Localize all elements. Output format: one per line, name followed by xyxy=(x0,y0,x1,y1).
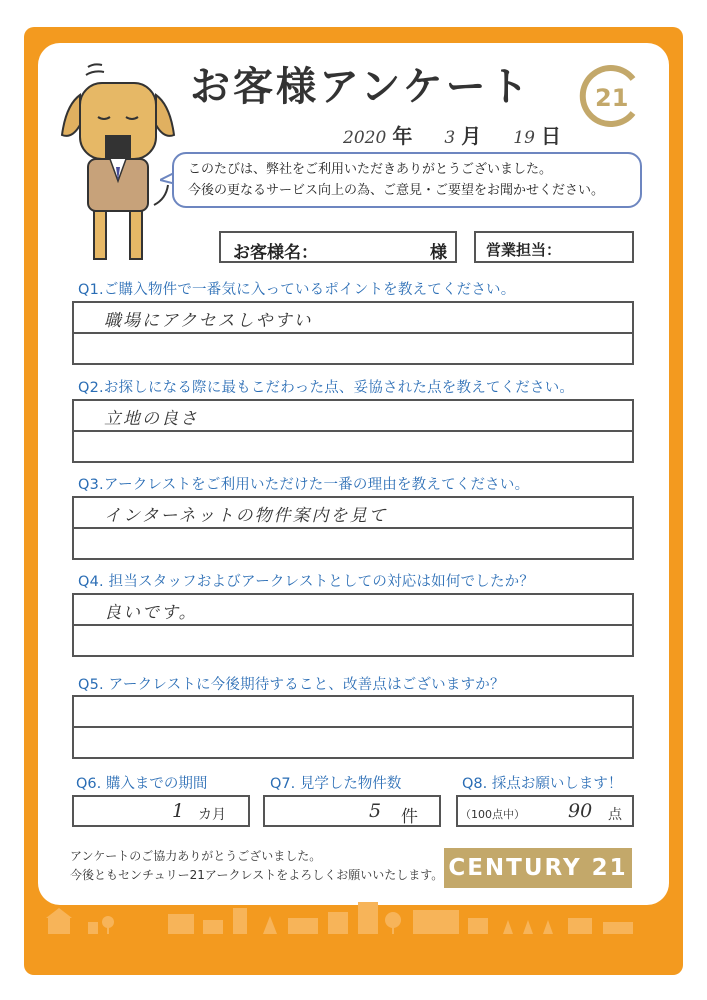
answer-7-value: 5 xyxy=(369,800,382,822)
page-title: お客様アンケート xyxy=(190,64,532,110)
answer-5-divider xyxy=(74,726,632,728)
logo-mark: 21 xyxy=(595,84,629,112)
answer-4-divider xyxy=(74,624,632,626)
answer-8-prefix: （100点中） xyxy=(460,808,525,821)
question-1-label: Q1.ご購入物件で一番気に入っているポイントを教えてください。 xyxy=(78,282,516,298)
greeting-line-2: 今後の更なるサービス向上の為、ご意見・ご要望をお聞かせください。 xyxy=(188,183,605,198)
customer-name-label: お客様名： xyxy=(233,243,318,263)
question-4-label: Q4. 担当スタッフおよびアークレストとしての対応は如何でしたか？ xyxy=(78,574,535,590)
question-8-label: Q8. 採点お願いします！ xyxy=(462,776,623,792)
answer-6-box[interactable] xyxy=(72,795,250,827)
answer-3-divider xyxy=(74,527,632,529)
question-7-label: Q7. 見学した物件数 xyxy=(270,776,402,792)
date-day: 19 xyxy=(513,128,535,148)
survey-date xyxy=(343,120,587,149)
answer-5-box[interactable] xyxy=(72,695,634,759)
greeting-line-1: このたびは、弊社をご利用いただきありがとうございました。 xyxy=(188,162,553,177)
answer-1-divider xyxy=(74,332,632,334)
answer-1-box[interactable] xyxy=(72,301,634,365)
thanks-message xyxy=(70,847,443,885)
question-5-label: Q5. アークレストに今後期待すること、改善点はございますか？ xyxy=(78,677,505,693)
greeting-bubble xyxy=(172,152,642,208)
town-skyline-icon xyxy=(38,898,669,934)
date-year-unit: 年 xyxy=(392,124,413,148)
date-month-unit: 月 xyxy=(461,124,482,148)
answer-6-unit: カ月 xyxy=(198,807,226,823)
century21-badge: CENTURY 21 xyxy=(444,848,632,888)
thanks-line-2: 今後ともセンチュリー21アークレストをよろしくお願いいたします。 xyxy=(70,868,444,882)
answer-3-box[interactable] xyxy=(72,496,634,560)
date-year: 2020 xyxy=(343,128,387,148)
question-2-label: Q2.お探しになる際に最もこだわった点、妥協された点を教えてください。 xyxy=(78,380,575,396)
date-day-unit: 日 xyxy=(540,124,561,148)
customer-name-field[interactable] xyxy=(219,231,457,263)
answer-1-text: 職場にアクセスしやすい xyxy=(104,311,313,331)
answer-6-value: 1 xyxy=(172,800,185,822)
answer-2-box[interactable] xyxy=(72,399,634,463)
staff-label: 営業担当： xyxy=(486,241,562,259)
answer-8-unit: 点 xyxy=(608,807,622,823)
answer-2-divider xyxy=(74,430,632,432)
answer-7-box[interactable] xyxy=(263,795,441,827)
answer-2-text: 立地の良さ xyxy=(104,409,199,429)
staff-field[interactable] xyxy=(474,231,634,263)
customer-name-suffix: 様 xyxy=(430,243,447,263)
answer-7-unit: 件 xyxy=(401,807,418,827)
dog-mascot-icon xyxy=(58,55,178,265)
thanks-line-1: アンケートのご協力ありがとうございました。 xyxy=(70,849,322,863)
answer-4-box[interactable] xyxy=(72,593,634,657)
question-3-label: Q3.アークレストをご利用いただけた一番の理由を教えてください。 xyxy=(78,477,530,493)
answer-3-text: インターネットの物件案内を見て xyxy=(104,506,388,526)
date-month: 3 xyxy=(444,128,456,148)
answer-8-box[interactable] xyxy=(456,795,634,827)
answer-4-text: 良いです。 xyxy=(104,603,198,623)
answer-8-value: 90 xyxy=(568,800,593,822)
question-6-label: Q6. 購入までの期間 xyxy=(76,776,208,792)
